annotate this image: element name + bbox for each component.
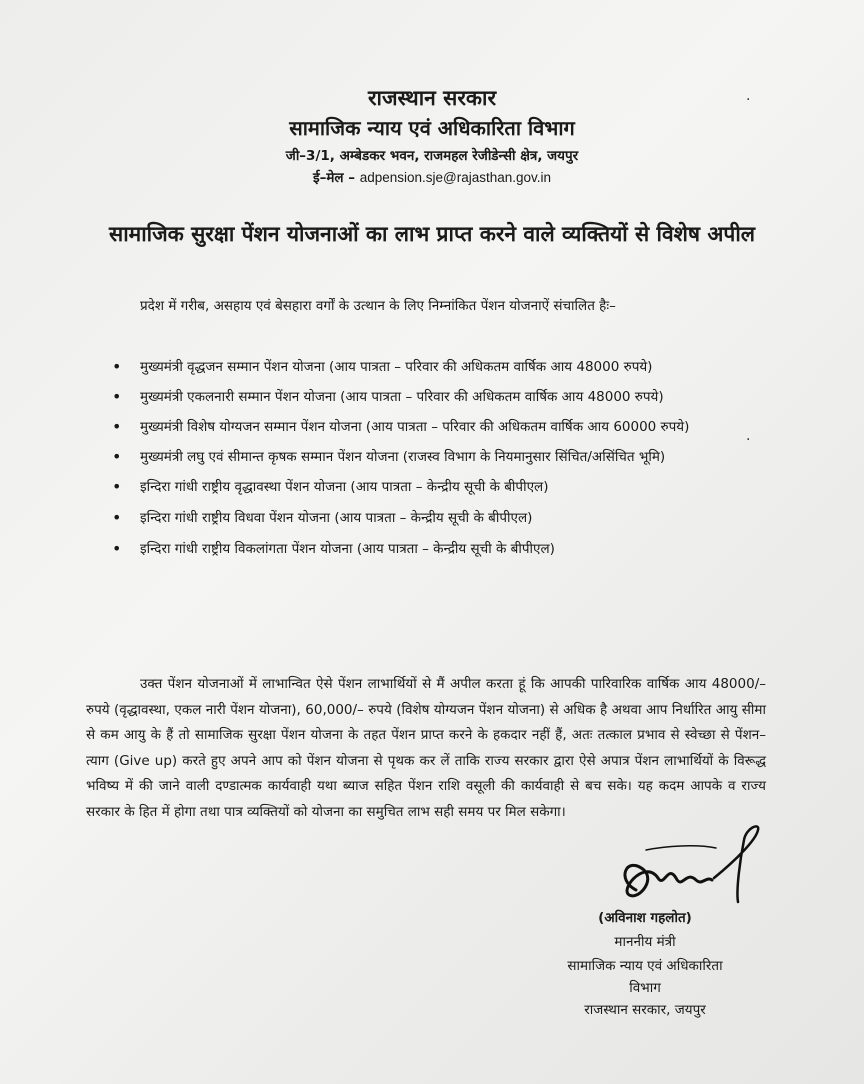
scheme-text: इन्दिरा गांधी राष्ट्रीय विधवा पेंशन योजना (आय पात्रता – केन्द्रीय सूची के बीपीएल) bbox=[140, 510, 533, 526]
stray-mark: · bbox=[746, 432, 751, 448]
signatory-dept-line1: सामाजिक न्याय एवं अधिकारिता bbox=[567, 958, 723, 974]
list-item bbox=[112, 476, 762, 498]
signatory-dept-line2: विभाग bbox=[629, 980, 661, 996]
bullet-icon: • bbox=[112, 447, 122, 466]
intro-paragraph: प्रदेश में गरीब, असहाय एवं बेसहारा वर्गों के उत्थान के लिए निम्नांकित पेंशन योजनाऐं संचालित हैः– bbox=[140, 298, 616, 314]
list-item bbox=[112, 416, 762, 438]
list-item bbox=[112, 356, 762, 378]
scheme-text: मुख्यमंत्री एकलनारी सम्मान पेंशन योजना (आय पात्रता – परिवार की अधिकतम वार्षिक आय 48000 रुपये) bbox=[140, 389, 664, 405]
appeal-paragraph: उक्त पेंशन योजनाओं में लाभान्वित ऐसे पेंशन लाभार्थियों से मैं अपील करता हूं कि आपकी पारिवारिक वार्षिक आय 48000/– रुपये (वृद्धावस्था, एकल नारी पेंशन योजना), 60,000/– रुपये (विशेष योग्यजन पेंशन योजना) से अधिक है अथवा आप निर्धारित आयु सीमा से कम आयु के हैं तो सामाजिक सुरक्षा पेंशन योजना के तहत पेंशन प्राप्त करने के हकदार नहीं हैं, अतः तत्काल प्रभाव से स्वेच्छा से पेंशन–त्याग (Give up) करते हुए अपने आप को पेंशन योजना से पृथक कर लें ताकि राज्य सरकार द्वारा ऐसे अपात्र पेंशन लाभार्थियों के विरूद्ध भविष्य में की जाने वाली दण्डात्मक कार्यवाही यथा ब्याज सहित पेंशन राशि वसूली की कार्यवाही से बच सके। यह कदम आपके व राज्य सरकार के हित में होगा तथा पात्र व्यक्तियों को योजना का समुचित लाभ सही समय पर मिल सकेगा। bbox=[86, 676, 766, 820]
email-address: adpension.sje@rajasthan.gov.in bbox=[359, 170, 552, 185]
signatory-designation: माननीय मंत्री bbox=[614, 934, 676, 950]
letterhead-govt: राजस्थान सरकार bbox=[367, 86, 497, 110]
bullet-icon: • bbox=[112, 477, 122, 496]
list-item bbox=[112, 538, 762, 560]
scheme-text: इन्दिरा गांधी राष्ट्रीय वृद्धावस्था पेंशन योजना (आय पात्रता – केन्द्रीय सूची के बीपीएल) bbox=[140, 479, 549, 495]
signatory-govt-line: राजस्थान सरकार, जयपुर bbox=[584, 1002, 706, 1018]
bullet-icon: • bbox=[112, 387, 122, 406]
scheme-text: मुख्यमंत्री विशेष योग्यजन सम्मान पेंशन योजना (आय पात्रता – परिवार की अधिकतम वार्षिक आय 60000 रुपये) bbox=[140, 419, 690, 435]
scheme-text: मुख्यमंत्री लघु एवं सीमान्त कृषक सम्मान पेंशन योजना (राजस्व विभाग के नियमानुसार सिंचित/असिंचित भूमि) bbox=[140, 449, 666, 465]
bullet-icon: • bbox=[112, 357, 122, 376]
bullet-icon: • bbox=[112, 417, 122, 436]
list-item bbox=[112, 507, 762, 529]
scheme-list bbox=[112, 356, 762, 569]
scheme-text: इन्दिरा गांधी राष्ट्रीय विकलांगता पेंशन योजना (आय पात्रता – केन्द्रीय सूची के बीपीएल) bbox=[140, 541, 555, 557]
page-title: सामाजिक सुरक्षा पेंशन योजनाओं का लाभ प्राप्त करने वाले व्यक्तियों से विशेष अपील bbox=[109, 222, 755, 246]
letterhead-department: सामाजिक न्याय एवं अधिकारिता विभाग bbox=[289, 116, 575, 140]
bullet-icon: • bbox=[112, 508, 122, 527]
signature-image bbox=[606, 820, 776, 910]
letterhead-email-line bbox=[0, 168, 864, 186]
email-label: ई–मेल – bbox=[312, 170, 356, 186]
scheme-text: मुख्यमंत्री वृद्धजन सम्मान पेंशन योजना (आय पात्रता – परिवार की अधिकतम वार्षिक आय 48000 रुपये) bbox=[140, 359, 653, 375]
bullet-icon: • bbox=[112, 539, 122, 558]
signatory-name: (अविनाश गहलोत) bbox=[598, 910, 692, 926]
list-item bbox=[112, 386, 762, 408]
letterhead-address: जी–3/1, अम्बेडकर भवन, राजमहल रेजीडेन्सी क्षेत्र, जयपुर bbox=[285, 148, 579, 164]
list-item bbox=[112, 446, 762, 468]
stray-mark: · bbox=[746, 92, 751, 108]
